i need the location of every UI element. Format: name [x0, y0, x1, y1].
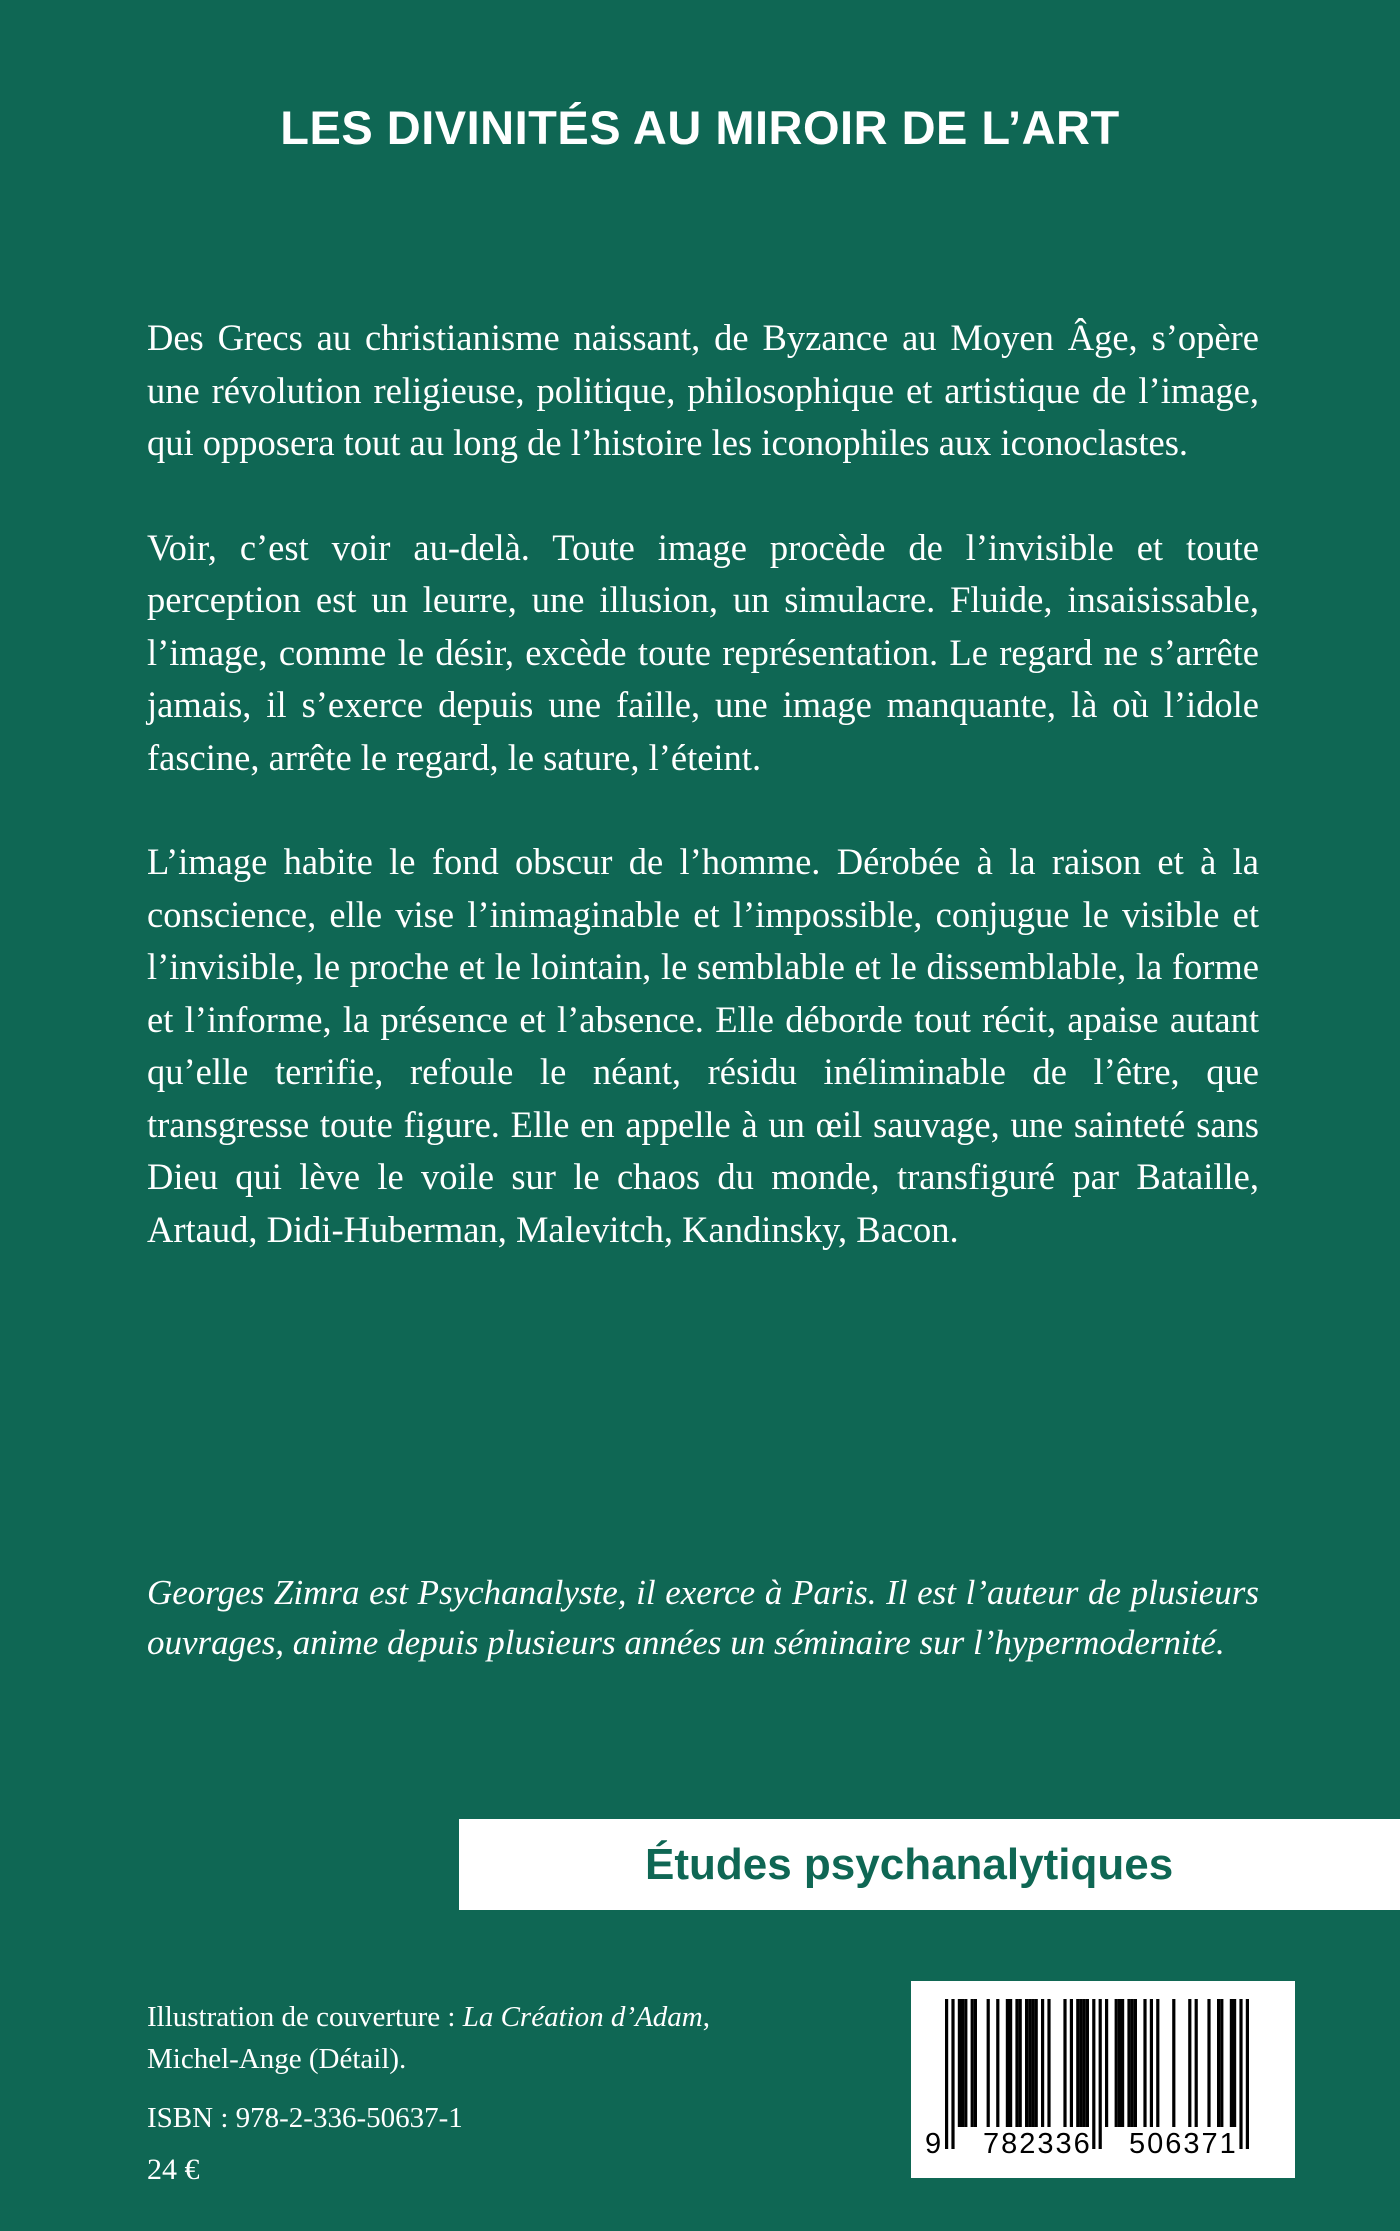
book-title: LES DIVINITÉS AU MIROIR DE L’ART	[280, 101, 1120, 154]
barcode-bar	[974, 1999, 977, 2127]
barcode-bar	[1118, 1999, 1121, 2127]
barcode-bar	[1230, 1999, 1233, 2127]
barcode-bar	[1121, 1999, 1124, 2127]
barcode-bar	[1025, 1999, 1028, 2127]
barcode-left-digits: 782336	[983, 2128, 1092, 2160]
barcode-bar	[1172, 1999, 1175, 2127]
barcode-right-digits: 506371	[1129, 2128, 1238, 2160]
barcode-bar	[1076, 1999, 1079, 2127]
price-text: 24 €	[147, 2153, 200, 2186]
credits-artist: Michel-Ange (Détail).	[147, 2043, 407, 2075]
barcode-bar	[945, 1999, 948, 2149]
barcode-bar	[1217, 1999, 1220, 2127]
barcode-bar	[1150, 1999, 1153, 2127]
barcode-bar	[1083, 1999, 1086, 2127]
barcode-bar	[961, 1999, 964, 2127]
barcode-bar	[1009, 1999, 1012, 2127]
barcode-bar	[964, 1999, 967, 2127]
barcode-bar	[996, 1999, 999, 2127]
barcode-bar	[1143, 1999, 1146, 2127]
barcode-bar	[1079, 1999, 1082, 2127]
barcode	[911, 1981, 1295, 2178]
barcode-bar	[1092, 1999, 1095, 2149]
credits-artwork: La Création d’Adam	[462, 2001, 703, 2033]
barcode-bar	[1031, 1999, 1034, 2127]
barcode-bar	[1006, 1999, 1009, 2127]
isbn-text: ISBN : 978-2-336-50637-1	[147, 2102, 463, 2134]
cover-credits	[147, 1996, 710, 2080]
barcode-bar	[987, 1999, 990, 2127]
barcode-bar	[1035, 1999, 1038, 2127]
barcode-lead-digit: 9	[925, 2128, 944, 2160]
barcode-bar	[1131, 1999, 1134, 2127]
barcode-bar	[1086, 1999, 1089, 2127]
blurb-paragraph-3: L’image habite le fond obscur de l’homme. Dérobée à la raison et à la conscience, elle vise l’inimaginable et l’impossible, conjugue le visible et l’invisible, le proche et le lointain, le semblable et le dissemblable, la forme et l’informe, la présence et l’absence. Elle déborde tout récit, apaise autant qu’elle terrifie, refoule le néant, résidu inéliminable de l’être, que transgresse toute figure. Elle en appelle à un œil sauvage, une sainteté sans Dieu qui lève le voile sur le chaos du monde, transfiguré par Bataille, Artaud, Didi-Huberman, Malevitch, Kandinsky, Bacon.	[147, 841, 1259, 1250]
credits-suffix: ,	[702, 2001, 710, 2033]
barcode-bar	[1127, 1999, 1130, 2127]
blurb-paragraph-2: Voir, c’est voir au-delà. Toute image procède de l’invisible et toute perception est un leurre, une illusion, un simulacre. Fluide, insaisissable, l’image, comme le désir, excède toute représentation. Le regard ne s’arrête jamais, il s’exerce depuis une faille, une image manquante, là où l’idole fascine, arrête le regard, le sature, l’éteint.	[147, 526, 1259, 778]
barcode-bar	[1019, 1999, 1022, 2127]
barcode-bar	[1220, 1999, 1223, 2127]
barcode-bar	[971, 1999, 974, 2127]
barcode-bar	[1099, 1999, 1102, 2149]
collection-band	[459, 1819, 1400, 1910]
barcode-bar	[1134, 1999, 1137, 2127]
barcode-bar	[1207, 1999, 1210, 2127]
barcode-bar	[1233, 1999, 1236, 2127]
barcode-bar	[1195, 1999, 1198, 2127]
barcode-bar	[1156, 1999, 1159, 2127]
blurb-paragraph-1: Des Grecs au christianisme naissant, de Byzance au Moyen Âge, s’opère une révolution religieuse, politique, philosophique et artistique de l’image, qui opposera tout au long de l’histoire les iconophiles aux iconoclastes.	[147, 317, 1259, 463]
barcode-bar	[1115, 1999, 1118, 2127]
barcode-bar	[958, 1999, 961, 2127]
barcode-bar	[1063, 1999, 1066, 2127]
barcode-bar	[1188, 1999, 1191, 2127]
credits-prefix: Illustration de couverture :	[147, 2001, 463, 2033]
barcode-bar	[1105, 1999, 1108, 2127]
barcode-bar	[1070, 1999, 1073, 2127]
credits-line-1	[147, 1996, 710, 2038]
barcode-bar	[1047, 1999, 1050, 2127]
barcode-bar	[1028, 1999, 1031, 2127]
collection-name: Études psychanalytiques	[645, 1840, 1174, 1889]
barcode-bar	[1246, 1999, 1249, 2149]
barcode-bar	[1239, 1999, 1242, 2149]
back-cover-blurb	[147, 312, 1259, 1308]
barcode-bar	[951, 1999, 954, 2149]
barcode-bar	[1041, 1999, 1044, 2127]
barcode-bar	[1015, 1999, 1018, 2127]
author-bio: Georges Zimra est Psychanalyste, il exerce à Paris. Il est l’auteur de plusieurs ouvrages, anime depuis plusieurs années un séminaire sur l’hypermodernité.	[147, 1573, 1259, 1662]
